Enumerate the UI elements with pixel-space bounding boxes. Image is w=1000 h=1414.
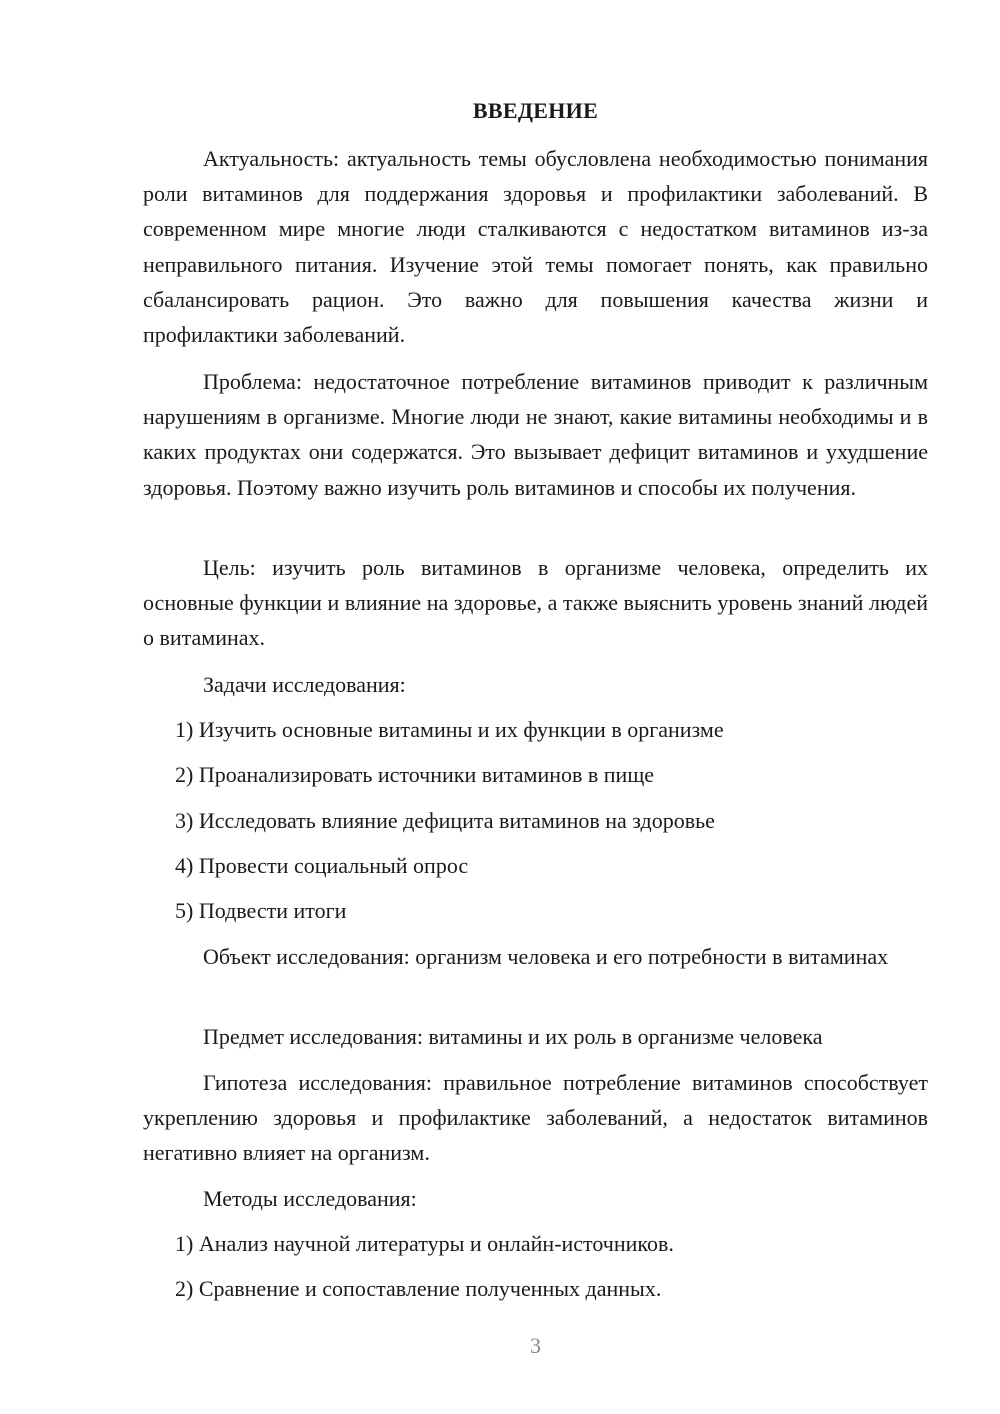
goal-paragraph: Цель: изучить роль витаминов в организме человека, определить их основные функции и влияние на здоровье, а также выяснить уровень знаний людей о витаминах. (143, 555, 928, 651)
page-title: ВВЕДЕНИЕ (472, 98, 599, 123)
task-item: 2) Проанализировать источники витаминов в пище (175, 762, 655, 787)
hypothesis-paragraph: Гипотеза исследования: правильное потребление витаминов способствует укреплению здоровья и профилактике заболеваний, а недостаток витаминов негативно влияет на организм. (143, 1070, 928, 1166)
method-item: 2) Сравнение и сопоставление полученных данных. (175, 1276, 662, 1301)
task-item: 5) Подвести итоги (175, 898, 347, 923)
task-item: 3) Исследовать влияние дефицита витаминов на здоровье (175, 808, 715, 833)
relevance-paragraph: Актуальность: актуальность темы обусловлена необходимостью понимания роли витаминов для поддержания здоровья и профилактики заболеваний. В современном мире многие люди сталкиваются с недостатком витаминов из-за неправильного питания. Изучение этой темы помогает понять, как правильно сбалансировать рацион. Это важно для повышения качества жизни и профилактики заболеваний. (143, 146, 928, 348)
object-paragraph: Объект исследования: организм человека и его потребности в витаминах (203, 944, 889, 969)
page-number: 3 (530, 1333, 541, 1358)
problem-paragraph: Проблема: недостаточное потребление витаминов приводит к различным нарушениям в организме. Многие люди не знают, какие витамины необходимы и в каких продуктах они содержатся. Это вызывает дефицит витаминов и ухудшение здоровья. Поэтому важно изучить роль витаминов и способы их получения. (143, 369, 928, 500)
task-item: 4) Провести социальный опрос (175, 853, 469, 878)
document-page (143, 0, 928, 1414)
task-item: 1) Изучить основные витамины и их функции в организме (175, 717, 724, 742)
subject-paragraph: Предмет исследования: витамины и их роль в организме человека (203, 1024, 823, 1049)
methods-heading: Методы исследования: (203, 1186, 417, 1211)
method-item: 1) Анализ научной литературы и онлайн-источников. (175, 1231, 674, 1256)
tasks-heading: Задачи исследования: (203, 672, 406, 697)
